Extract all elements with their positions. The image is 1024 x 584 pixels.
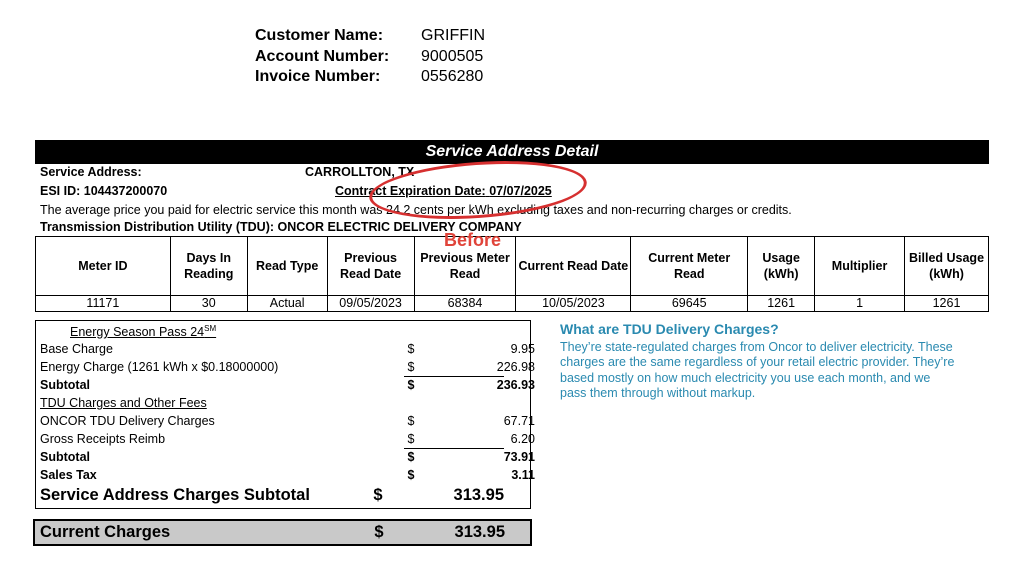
header-usage: Usage (kWh) <box>748 237 815 296</box>
customer-name-label: Customer Name: <box>255 27 384 44</box>
base-charge-label: Base Charge <box>40 342 113 356</box>
tdu-line: Transmission Distribution Utility (TDU): ONCOR ELECTRIC DELIVERY COMPANY <box>40 220 522 234</box>
section-banner: Service Address Detail <box>35 140 989 164</box>
tdu-info-body: They’re state-regulated charges from Oncor to deliver electricity. These charges are the same regardless of your retail electric provider. They’re based mostly on how much electricity you use each month, and we pass them through without markup. <box>560 339 955 400</box>
cell-billed-usage: 1261 <box>905 296 989 312</box>
oncor-charges-label: ONCOR TDU Delivery Charges <box>40 414 215 428</box>
gross-receipts-dollar: $ <box>407 432 415 446</box>
annotation-label: Before <box>444 230 502 250</box>
header-current-meter-read: Current Meter Read <box>631 237 748 296</box>
base-charge-dollar: $ <box>407 342 415 356</box>
service-address-subtotal-amount: 313.95 <box>453 486 504 504</box>
cell-read-type: Actual <box>247 296 327 312</box>
header-billed-usage: Billed Usage (kWh) <box>905 237 989 296</box>
cell-meter-id: 11171 <box>36 296 171 312</box>
header-current-read-date: Current Read Date <box>516 237 631 296</box>
tdu-charges-heading: TDU Charges and Other Fees <box>40 396 207 410</box>
contract-expiration-date: 07/07/2025 <box>489 184 552 198</box>
gross-receipts-amount: 6.20 <box>510 432 535 446</box>
current-charges-amount: 313.95 <box>454 523 505 541</box>
cell-curr-date: 10/05/2023 <box>516 296 631 312</box>
table-row <box>36 296 989 312</box>
subtotal-energy-dollar: $ <box>407 378 415 392</box>
divider <box>404 448 504 449</box>
header-multiplier: Multiplier <box>815 237 905 296</box>
plan-name-mark: SM <box>204 324 217 333</box>
customer-info <box>255 26 485 88</box>
subtotal-tdu-label: Subtotal <box>40 450 90 464</box>
cell-multiplier: 1 <box>815 296 905 312</box>
oncor-charges-amount: 67.71 <box>503 414 535 428</box>
service-address: CARROLLTON, TX <box>305 165 415 179</box>
base-charge-amount: 9.95 <box>510 342 535 356</box>
header-read-type: Read Type <box>247 237 327 296</box>
tdu-info-title: What are TDU Delivery Charges? <box>560 321 779 337</box>
meter-table <box>35 236 989 312</box>
service-address-subtotal-dollar: $ <box>373 486 383 504</box>
sales-tax-amount: 3.11 <box>511 468 535 482</box>
subtotal-tdu-amount: 73.91 <box>503 450 535 464</box>
sales-tax-dollar: $ <box>407 468 415 482</box>
account-number-label: Account Number: <box>255 47 390 65</box>
plan-name <box>70 324 216 339</box>
average-price-text: The average price you paid for electric service this month was 24.2 cents per kWh excluding taxes and non-recurring charges or credits. <box>40 203 792 217</box>
cell-usage: 1261 <box>748 296 815 312</box>
invoice-number-label: Invoice Number: <box>255 68 381 85</box>
esi-id: ESI ID: 104437200070 <box>40 184 168 198</box>
divider <box>404 376 504 377</box>
cell-prev-date: 09/05/2023 <box>327 296 414 312</box>
current-charges-label: Current Charges <box>40 523 171 541</box>
subtotal-tdu-dollar: $ <box>407 450 415 464</box>
oncor-charges-dollar: $ <box>407 414 415 428</box>
energy-charge-amount: 226.98 <box>496 360 535 374</box>
invoice-number: 0556280 <box>421 68 484 85</box>
current-charges-dollar: $ <box>374 523 384 541</box>
customer-name: GRIFFIN <box>421 27 485 44</box>
tdu-info <box>560 322 960 402</box>
header-previous-read-date: Previous Read Date <box>327 237 414 296</box>
header-days-in-reading: Days In Reading <box>170 237 247 296</box>
service-address-subtotal-label: Service Address Charges Subtotal <box>40 486 310 504</box>
account-number: 9000505 <box>421 47 484 65</box>
header-previous-meter-read: Previous Meter Read <box>414 237 516 296</box>
current-charges-bar <box>33 519 532 546</box>
energy-charge-dollar: $ <box>407 360 415 374</box>
charges-box <box>35 320 535 509</box>
service-address-label: Service Address: <box>40 165 142 179</box>
plan-name-text: Energy Season Pass 24 <box>70 325 205 340</box>
subtotal-energy-amount: 236.93 <box>496 378 535 392</box>
cell-days: 30 <box>170 296 247 312</box>
gross-receipts-label: Gross Receipts Reimb <box>40 432 166 446</box>
meter-table-header <box>36 237 989 296</box>
contract-expiration-label: Contract Expiration Date: <box>335 184 486 198</box>
header-meter-id: Meter ID <box>36 237 171 296</box>
cell-curr-read: 69645 <box>631 296 748 312</box>
cell-prev-read: 68384 <box>414 296 516 312</box>
energy-charge-label: Energy Charge (1261 kWh x $0.18000000) <box>40 360 279 374</box>
sales-tax-label: Sales Tax <box>40 468 97 482</box>
subtotal-energy-label: Subtotal <box>40 378 90 392</box>
